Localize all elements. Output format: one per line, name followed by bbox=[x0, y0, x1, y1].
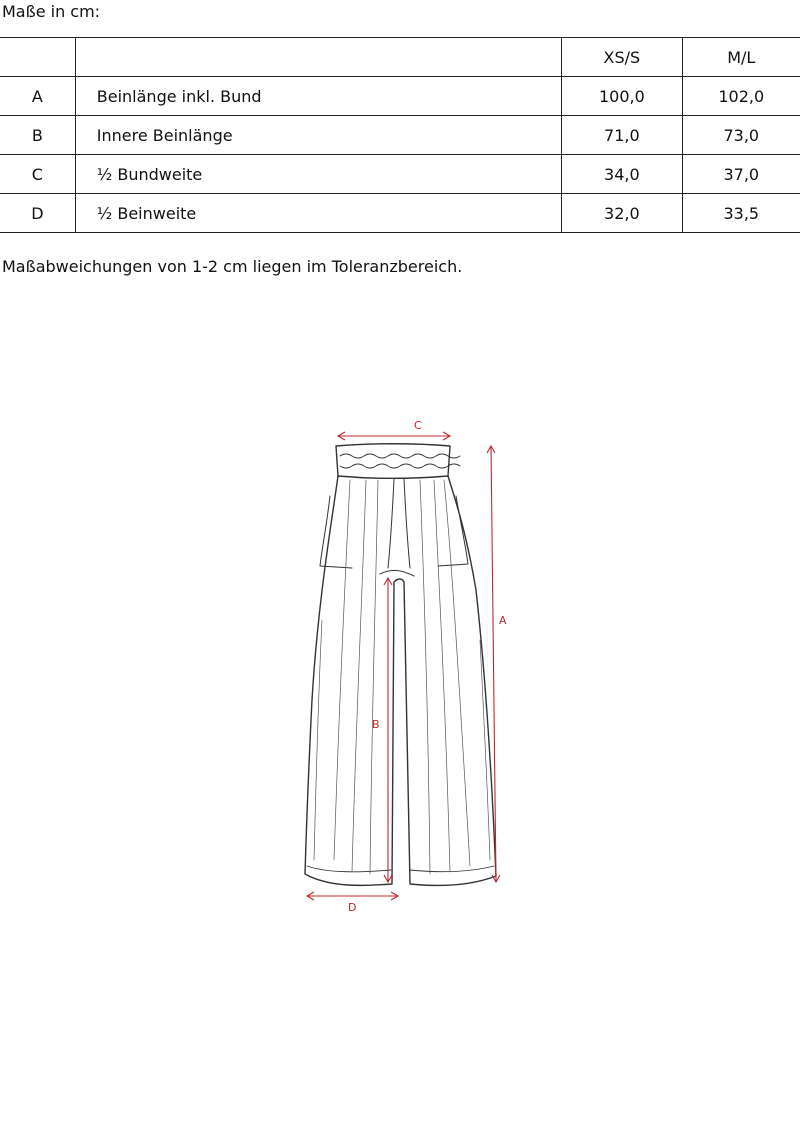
row-value-xs-s: 34,0 bbox=[562, 155, 682, 194]
row-code: B bbox=[0, 116, 75, 155]
tolerance-note: Maßabweichungen von 1-2 cm liegen im Toleranzbereich. bbox=[2, 257, 463, 276]
row-value-m-l: 73,0 bbox=[682, 116, 800, 155]
row-value-xs-s: 32,0 bbox=[562, 194, 682, 233]
row-code: D bbox=[0, 194, 75, 233]
row-value-xs-s: 100,0 bbox=[562, 77, 682, 116]
dimension-lines bbox=[307, 432, 500, 900]
page-heading: Maße in cm: bbox=[2, 2, 101, 21]
dimension-b-label: B bbox=[372, 718, 380, 731]
row-value-m-l: 33,5 bbox=[682, 194, 800, 233]
trousers-sketch bbox=[305, 444, 496, 886]
row-name: Beinlänge inkl. Bund bbox=[75, 77, 561, 116]
row-name: ½ Beinweite bbox=[75, 194, 561, 233]
dimension-d-label: D bbox=[348, 901, 357, 914]
header-size-xs-s: XS/S bbox=[562, 38, 682, 77]
row-name: ½ Bundweite bbox=[75, 155, 561, 194]
waistband-gathers bbox=[340, 454, 460, 468]
row-code: C bbox=[0, 155, 75, 194]
row-name: Innere Beinlänge bbox=[75, 116, 561, 155]
row-code: A bbox=[0, 77, 75, 116]
drawstring bbox=[380, 479, 414, 576]
hem-left bbox=[307, 866, 391, 872]
hem-right bbox=[410, 866, 494, 872]
waistband bbox=[336, 444, 450, 479]
dimension-c-label: C bbox=[414, 419, 422, 432]
row-value-m-l: 37,0 bbox=[682, 155, 800, 194]
header-size-m-l: M/L bbox=[682, 38, 800, 77]
row-value-m-l: 102,0 bbox=[682, 77, 800, 116]
row-value-xs-s: 71,0 bbox=[562, 116, 682, 155]
dimension-a-label: A bbox=[499, 614, 507, 627]
